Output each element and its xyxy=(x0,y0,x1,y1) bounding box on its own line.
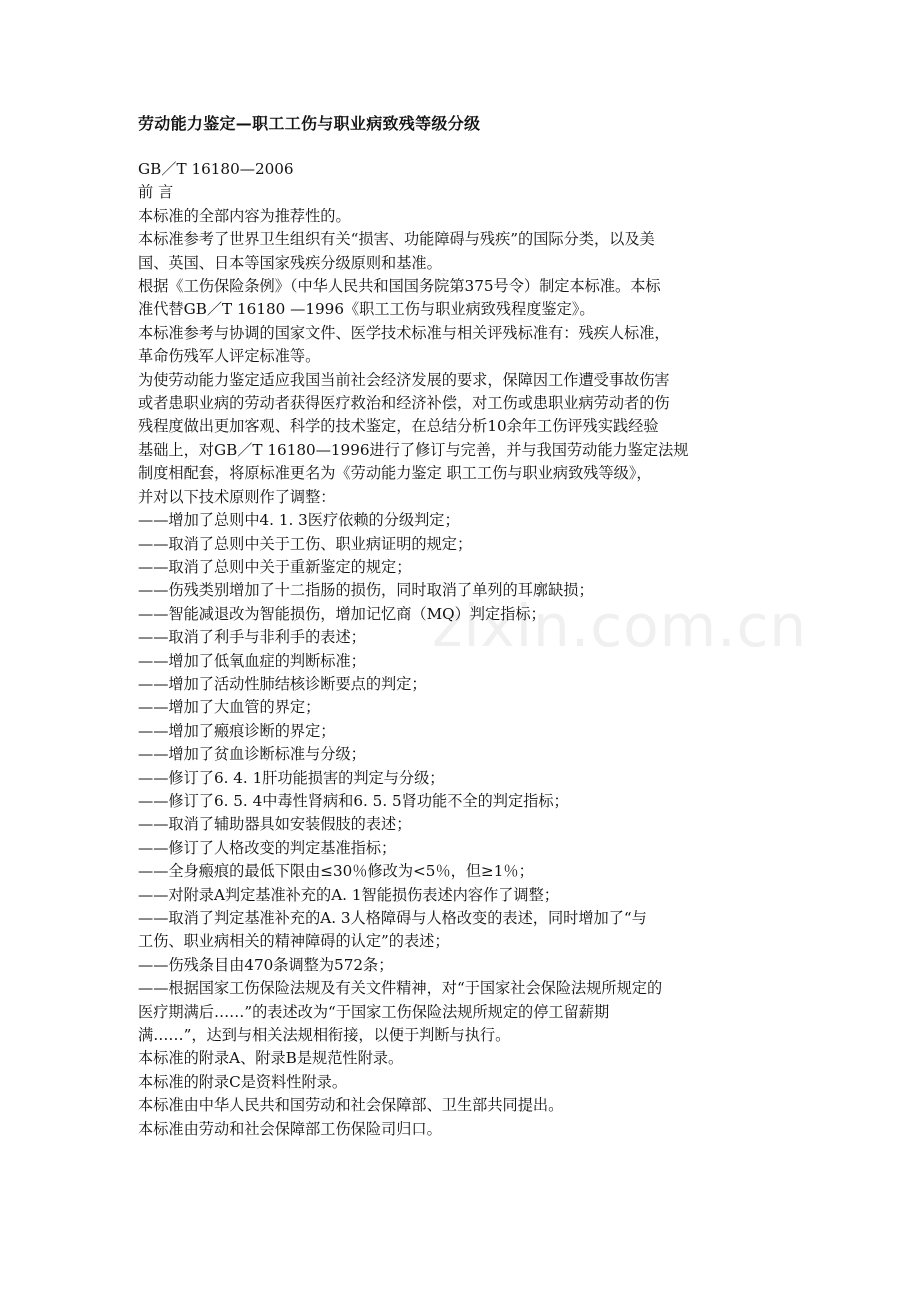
watermark: zixin.com.cn xyxy=(432,592,808,660)
document-line: ——增加了总则中4. 1. 3医疗依赖的分级判定； xyxy=(138,511,460,530)
document-line: 并对以下技术原则作了调整： xyxy=(138,487,336,506)
document-line: 本标准参考了世界卫生组织有关“损害、功能障碍与残疾”的国际分类，以及美 xyxy=(138,230,655,249)
document-line: ——智能减退改为智能损伤，增加记忆商（MQ）判定指标； xyxy=(138,604,546,623)
document-line: 本标准的附录C是资料性附录。 xyxy=(138,1072,348,1091)
document-line: 制度相配套，将原标准更名为《劳动能力鉴定 职工工伤与职业病致残等级》， xyxy=(138,464,652,483)
document-line: ——修订了6. 4. 1肝功能损害的判定与分级； xyxy=(138,768,445,787)
document-line: GB／T 16180—2006 xyxy=(138,160,294,178)
document-page xyxy=(138,112,783,1141)
document-line: 医疗期满后……”的表述改为“于国家工伤保险法规所规定的停工留薪期 xyxy=(138,1002,610,1021)
document-line: ——修订了6. 5. 4中毒性肾病和6. 5. 5肾功能不全的判定指标； xyxy=(138,791,569,810)
document-line: ——全身瘢痕的最低下限由≤30％修改为<5％，但≥1％； xyxy=(138,862,534,881)
document-line: 革命伤残军人评定标准等。 xyxy=(138,347,321,366)
document-line: 前 言 xyxy=(138,183,174,202)
document-body xyxy=(138,158,783,1141)
document-line: 国、英国、日本等国家残疾分级原则和基准。 xyxy=(138,253,442,272)
document-line: ——增加了贫血诊断标准与分级； xyxy=(138,745,366,764)
document-line: ——伤残类别增加了十二指肠的损伤，同时取消了单列的耳廓缺损； xyxy=(138,581,594,600)
document-line: ——增加了低氧血症的判断标准； xyxy=(138,651,366,670)
document-line: 或者患职业病的劳动者获得医疗救治和经济补偿，对工伤或患职业病劳动者的伤 xyxy=(138,394,670,413)
document-line: 工伤、职业病相关的精神障碍的认定”的表述； xyxy=(138,932,450,951)
document-line: ——增加了活动性肺结核诊断要点的判定； xyxy=(138,674,427,693)
document-line: 本标准的全部内容为推荐性的。 xyxy=(138,206,351,225)
document-line: 满……”，达到与相关法规相衔接，以便于判断与执行。 xyxy=(138,1026,511,1045)
document-line: ——取消了总则中关于工伤、职业病证明的规定； xyxy=(138,534,473,553)
document-line: 本标准的附录A、附录B是规范性附录。 xyxy=(138,1049,404,1068)
document-line: ——对附录A判定基准补充的A. 1智能损伤表述内容作了调整； xyxy=(138,885,559,904)
document-line: ——修订了人格改变的判定基准指标； xyxy=(138,838,397,857)
document-line: 本标准由中华人民共和国劳动和社会保障部、卫生部共同提出。 xyxy=(138,1096,564,1115)
document-title: 劳动能力鉴定—职工工伤与职业病致残等级分级 xyxy=(138,114,481,133)
document-line: 残程度做出更加客观、科学的技术鉴定，在总结分析10余年工伤评残实践经验 xyxy=(138,417,659,436)
document-line: ——根据国家工伤保险法规及有关文件精神，对“于国家社会保险法规所规定的 xyxy=(138,979,663,998)
document-line: 基础上，对GB／T 16180—1996进行了修订与完善，并与我国劳动能力鉴定法规 xyxy=(138,440,689,459)
document-line: 本标准由劳动和社会保障部工伤保险司归口。 xyxy=(138,1119,442,1138)
document-line: 准代替GB／T 16180 —1996《职工工伤与职业病致残程度鉴定》。 xyxy=(138,300,595,319)
document-line: ——增加了大血管的界定； xyxy=(138,698,321,717)
document-line: ——取消了判定基准补充的A. 3人格障碍与人格改变的表述，同时增加了“与 xyxy=(138,909,647,927)
document-line: 根据《工伤保险条例》（中华人民共和国国务院第375号令）制定本标准。本标 xyxy=(138,277,661,296)
document-line: ——取消了辅助器具如安装假肢的表述； xyxy=(138,815,412,834)
document-line: 本标准参考与协调的国家文件、医学技术标准与相关评残标准有：残疾人标准， xyxy=(138,323,670,342)
document-line: ——增加了瘢痕诊断的界定； xyxy=(138,721,336,740)
document-line: ——取消了总则中关于重新鉴定的规定； xyxy=(138,557,412,576)
document-line: ——取消了利手与非利手的表述； xyxy=(138,628,366,647)
document-line: 为使劳动能力鉴定适应我国当前社会经济发展的要求，保障因工作遭受事故伤害 xyxy=(138,370,670,389)
document-line: ——伤残条目由470条调整为572条； xyxy=(138,955,394,974)
